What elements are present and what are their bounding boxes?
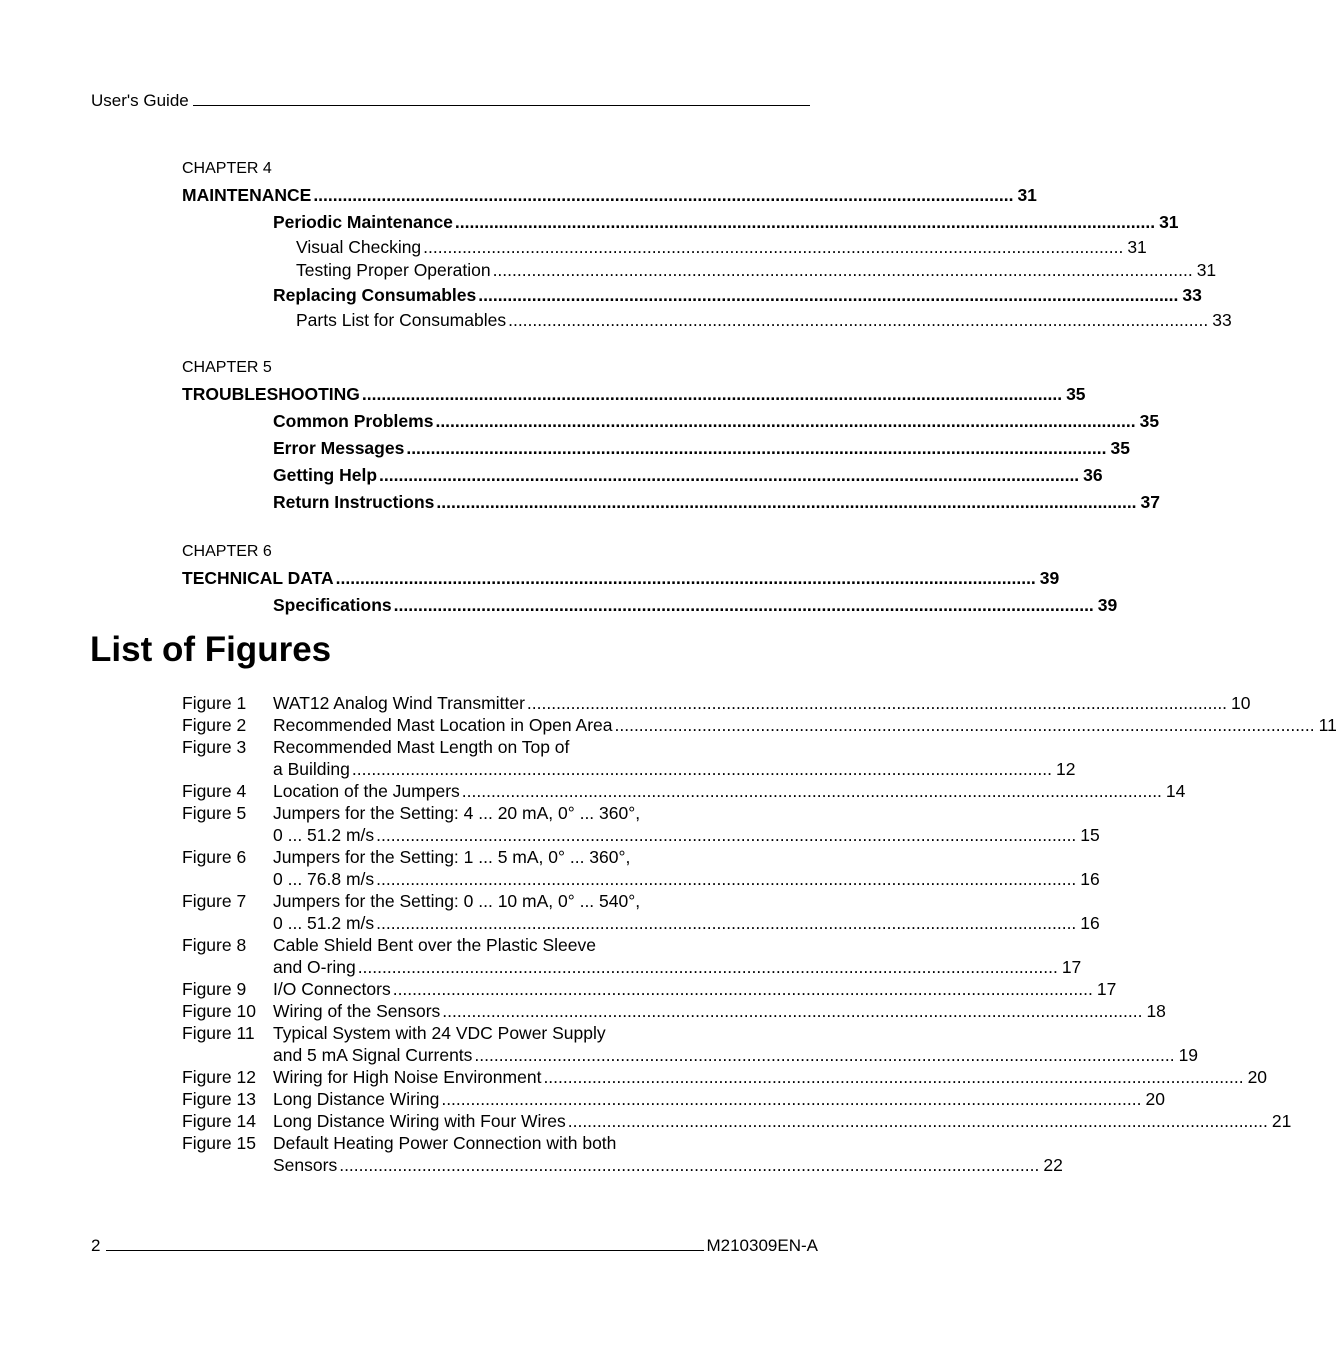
figure-caption-line: Jumpers for the Setting: 4 ... 20 mA, 0° ... 360°, <box>273 803 641 823</box>
figure-entry <box>182 978 1117 1000</box>
figure-leader <box>441 1088 1141 1110</box>
figure-page: 11 <box>1318 715 1337 735</box>
page-footer <box>91 1236 818 1256</box>
figure-entry <box>182 1132 1063 1176</box>
figure-number: Figure 7 <box>182 891 247 911</box>
figure-page: 16 <box>1080 913 1100 933</box>
figure-number: Figure 12 <box>182 1067 256 1087</box>
section-entry-page: 39 <box>1097 595 1118 615</box>
section-entry-title: Return Instructions <box>273 492 435 512</box>
figure-leader <box>376 912 1076 934</box>
figure-caption-text: Long Distance Wiring with Four Wires <box>273 1111 566 1131</box>
figure-entry <box>182 1000 1166 1022</box>
figure-caption <box>273 1110 1291 1132</box>
figure-entry <box>182 846 1100 890</box>
figure-caption-line: Default Heating Power Connection with both <box>273 1133 617 1153</box>
footer-doc-code: M210309EN-A <box>706 1236 818 1255</box>
figure-caption-line <box>273 758 1075 780</box>
section-entry <box>182 408 1160 435</box>
chapter-entry <box>182 565 1060 592</box>
figure-number: Figure 3 <box>182 737 247 757</box>
header-title: User's Guide <box>91 91 189 110</box>
figure-caption-line: Jumpers for the Setting: 1 ... 5 mA, 0° ... 360°, <box>273 847 631 867</box>
section-entry-page: 37 <box>1140 492 1161 512</box>
figure-caption-line: Jumpers for the Setting: 0 ... 10 mA, 0° ... 540°, <box>273 891 641 911</box>
figure-caption-line <box>273 1066 1267 1088</box>
subsection-entry-leader <box>493 259 1193 282</box>
figure-caption-text: I/O Connectors <box>273 979 391 999</box>
figure-number: Figure 5 <box>182 803 247 823</box>
figure-page: 12 <box>1056 759 1076 779</box>
figure-caption-line <box>273 1044 1198 1066</box>
figure-caption-line <box>273 912 1100 934</box>
figure-caption <box>273 692 1251 714</box>
section-entry-title: Error Messages <box>273 438 405 458</box>
figure-caption-text: WAT12 Analog Wind Transmitter <box>273 693 525 713</box>
figure-page: 15 <box>1080 825 1100 845</box>
figure-caption-text: and O-ring <box>273 957 356 977</box>
chapter-entry-page: 31 <box>1017 185 1037 205</box>
figure-caption-line <box>273 692 1251 714</box>
toc-chapter <box>182 539 1118 619</box>
figure-caption-text: and 5 mA Signal Currents <box>273 1045 473 1065</box>
section-entry-title: Periodic Maintenance <box>273 212 453 232</box>
figure-caption-text: Location of the Jumpers <box>273 781 460 801</box>
figure-number: Figure 14 <box>182 1111 256 1131</box>
figure-entry <box>182 1110 1292 1132</box>
figure-page: 10 <box>1231 693 1251 713</box>
figure-leader <box>339 1154 1039 1176</box>
chapter-entry <box>182 381 1086 408</box>
section-entry-leader <box>455 209 1155 236</box>
figure-number: Figure 6 <box>182 847 247 867</box>
figure-caption-line <box>273 1000 1166 1022</box>
figure-caption <box>273 1066 1267 1088</box>
figure-leader <box>393 978 1093 1000</box>
table-of-contents <box>182 156 1232 619</box>
section-entry-leader <box>435 408 1135 435</box>
subsection-entry-leader <box>508 309 1208 332</box>
list-of-figures-title: List of Figures <box>90 630 332 669</box>
section-entry-leader <box>406 435 1106 462</box>
figure-caption-text: 0 ... 51.2 m/s <box>273 913 375 933</box>
section-entry <box>182 462 1103 489</box>
section-entry-page: 35 <box>1110 438 1130 458</box>
figure-leader <box>442 1000 1142 1022</box>
figure-leader <box>543 1066 1243 1088</box>
chapter-entry-leader <box>362 381 1062 408</box>
figure-leader <box>358 956 1058 978</box>
chapter-entry-title: TROUBLESHOOTING <box>182 384 360 404</box>
figure-caption-line <box>273 824 1100 846</box>
figure-caption-line: Recommended Mast Length on Top of <box>273 737 570 757</box>
figure-number: Figure 13 <box>182 1089 256 1109</box>
figure-caption-line: Cable Shield Bent over the Plastic Sleeve <box>273 935 596 955</box>
subsection-entry-title: Testing Proper Operation <box>296 260 491 280</box>
toc-chapter <box>182 355 1161 516</box>
figure-entry <box>182 1022 1199 1066</box>
subsection-entry <box>182 236 1147 259</box>
figure-caption <box>273 934 1081 978</box>
figure-number: Figure 15 <box>182 1133 256 1153</box>
section-entry-page: 36 <box>1083 465 1103 485</box>
subsection-entry-title: Parts List for Consumables <box>296 310 507 330</box>
figure-leader <box>527 692 1227 714</box>
section-entry-leader <box>379 462 1079 489</box>
figure-leader <box>474 1044 1174 1066</box>
figure-leader <box>568 1110 1268 1132</box>
section-entry <box>182 435 1130 462</box>
figure-page: 20 <box>1145 1089 1165 1109</box>
section-entry-leader <box>478 282 1178 309</box>
footer-page-number: 2 <box>91 1236 101 1255</box>
figure-caption-line <box>273 978 1116 1000</box>
figure-entry <box>182 736 1076 780</box>
section-entry <box>182 592 1118 619</box>
figure-caption-text: Wiring of the Sensors <box>273 1001 441 1021</box>
subsection-entry-page: 33 <box>1212 310 1232 330</box>
section-entry <box>182 489 1161 516</box>
chapter-label: CHAPTER 4 <box>182 160 272 177</box>
chapter-entry-page: 35 <box>1066 384 1086 404</box>
subsection-entry <box>182 309 1232 332</box>
subsection-entry-page: 31 <box>1127 237 1147 257</box>
figure-caption-line <box>273 956 1081 978</box>
chapter-label: CHAPTER 5 <box>182 359 272 376</box>
figure-caption-line <box>273 868 1100 890</box>
figure-page: 19 <box>1178 1045 1199 1065</box>
figure-entry <box>182 692 1251 714</box>
figure-caption-line: Typical System with 24 VDC Power Supply <box>273 1023 606 1043</box>
figure-entry <box>182 714 1337 736</box>
page-header <box>91 91 810 111</box>
figure-caption <box>273 1022 1198 1066</box>
figure-caption <box>273 714 1337 736</box>
figure-caption-line <box>273 1110 1291 1132</box>
chapter-entry-leader <box>336 565 1036 592</box>
figure-caption <box>273 1000 1166 1022</box>
figure-entry <box>182 780 1186 802</box>
subsection-entry-leader <box>423 236 1123 259</box>
section-entry-page: 33 <box>1182 285 1202 305</box>
footer-rule <box>106 1236 704 1251</box>
figure-page: 14 <box>1165 781 1186 801</box>
section-entry-page: 31 <box>1159 212 1179 232</box>
figure-page: 20 <box>1247 1067 1268 1087</box>
figure-number: Figure 10 <box>182 1001 256 1021</box>
figure-page: 21 <box>1271 1111 1292 1131</box>
toc-chapter <box>182 156 1232 332</box>
chapter-entry-title: TECHNICAL DATA <box>182 568 334 588</box>
figure-caption-line <box>273 780 1185 802</box>
section-entry <box>182 282 1202 309</box>
figure-number: Figure 11 <box>182 1023 255 1043</box>
figure-entry <box>182 1088 1165 1110</box>
section-entry-leader <box>436 489 1136 516</box>
figure-leader <box>352 758 1052 780</box>
chapter-entry-page: 39 <box>1039 568 1060 588</box>
subsection-entry-title: Visual Checking <box>296 237 422 257</box>
subsection-entry-page: 31 <box>1196 260 1217 280</box>
figure-caption-text: 0 ... 76.8 m/s <box>273 869 375 889</box>
figure-caption-line <box>273 1154 1063 1176</box>
figure-caption <box>273 978 1116 1000</box>
chapter-entry <box>182 182 1037 209</box>
chapter-entry-leader <box>313 182 1013 209</box>
figure-page: 17 <box>1061 957 1082 977</box>
chapter-label: CHAPTER 6 <box>182 543 272 560</box>
figure-page: 17 <box>1096 979 1117 999</box>
figure-number: Figure 1 <box>182 693 247 713</box>
figure-page: 22 <box>1043 1155 1063 1175</box>
figure-caption-text: Sensors <box>273 1155 338 1175</box>
figure-caption <box>273 890 1100 934</box>
figure-caption-text: 0 ... 51.2 m/s <box>273 825 375 845</box>
figure-caption-text: a Building <box>273 759 350 779</box>
section-entry <box>182 209 1179 236</box>
chapter-entry-title: MAINTENANCE <box>182 185 312 205</box>
section-entry-title: Getting Help <box>273 465 378 485</box>
list-of-figures <box>182 692 1337 1176</box>
figure-number: Figure 8 <box>182 935 247 955</box>
section-entry-title: Common Problems <box>273 411 434 431</box>
figure-caption <box>273 736 1075 780</box>
figure-number: Figure 4 <box>182 781 247 801</box>
section-entry-title: Replacing Consumables <box>273 285 477 305</box>
figure-caption-text: Long Distance Wiring <box>273 1089 440 1109</box>
figure-entry <box>182 934 1082 978</box>
figure-leader <box>615 714 1315 736</box>
figure-caption-line <box>273 1088 1165 1110</box>
subsection-entry <box>182 259 1217 282</box>
figure-caption <box>273 1088 1165 1110</box>
figure-caption <box>273 1132 1063 1176</box>
figure-caption <box>273 846 1100 890</box>
figure-page: 18 <box>1146 1001 1166 1021</box>
figure-caption-text: Wiring for High Noise Environment <box>273 1067 542 1087</box>
figure-entry <box>182 1066 1268 1088</box>
figure-entry <box>182 802 1100 846</box>
figure-caption <box>273 780 1185 802</box>
figure-caption-text: Recommended Mast Location in Open Area <box>273 715 613 735</box>
figure-page: 16 <box>1080 869 1100 889</box>
figure-number: Figure 9 <box>182 979 247 999</box>
figure-leader <box>376 824 1076 846</box>
figure-number: Figure 2 <box>182 715 247 735</box>
section-entry-title: Specifications <box>273 595 392 615</box>
figure-caption-line <box>273 714 1337 736</box>
figure-leader <box>376 868 1076 890</box>
section-entry-leader <box>394 592 1094 619</box>
header-rule <box>193 91 810 106</box>
figure-caption <box>273 802 1100 846</box>
figure-entry <box>182 890 1100 934</box>
figure-leader <box>462 780 1162 802</box>
section-entry-page: 35 <box>1139 411 1160 431</box>
